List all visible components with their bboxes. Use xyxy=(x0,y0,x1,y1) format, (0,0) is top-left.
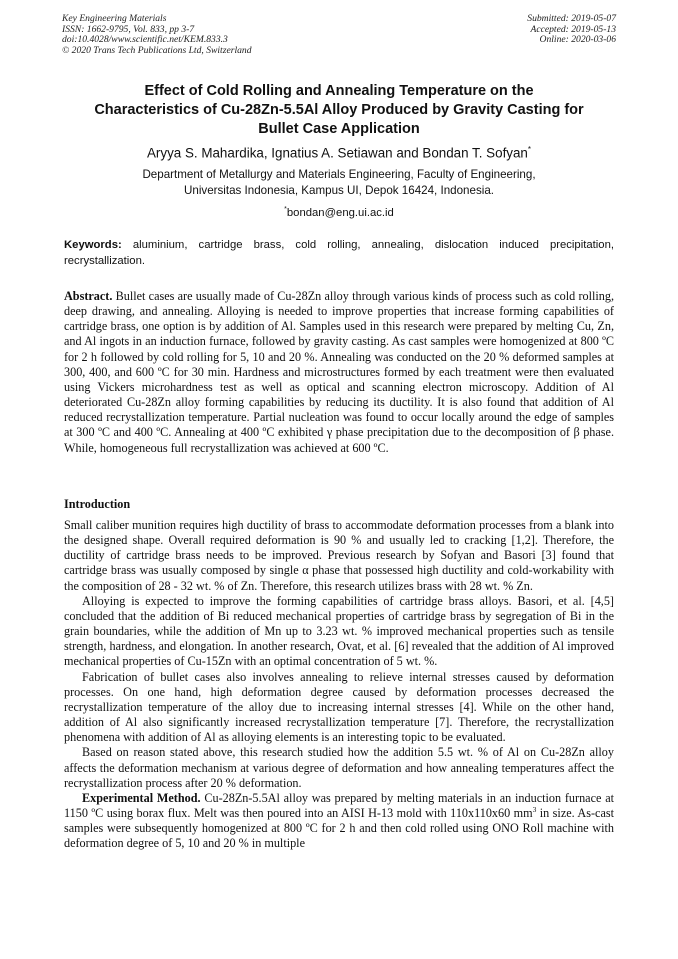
corresponding-mark: * xyxy=(527,145,531,154)
affiliation-line: Department of Metallurgy and Materials Engineering, Faculty of Engineering, xyxy=(142,168,536,181)
experimental-text-continued: in size. As-cast samples were subsequently homogenized at 800 ºC for 2 h and then cold rolled using ONO Roll machine with deformation degree of 5, 10 and 20 % in multiple xyxy=(64,805,614,851)
accepted-date: Accepted: 2019-05-13 xyxy=(530,23,616,35)
copyright-line: © 2020 Trans Tech Publications Ltd, Switzerland xyxy=(62,44,252,56)
experimental-text: Cu-28Zn-5.5Al alloy was prepared by melting materials in an induction furnace at 1150 ºC using borax flux. Melt was then poured into an AISI H-13 mold with 110x110x60 mm xyxy=(64,790,614,820)
doi-line: doi:10.4028/www.scientific.net/KEM.833.3 xyxy=(62,34,228,46)
intro-paragraph: Alloying is expected to improve the forming capabilities of cartridge brass alloys. Basori, et al. [4,5] concluded that the addition of Bi reduced mechanical properties of cartridge brass by segregation of Bi in the grain boundaries, while the addition of Mn up to 3.23 wt. % improved mechanical properties such as tensile strength, hardness, and elongation. In another research, Ovat, et al. [6] revealed that the addition of Al improved mechanical properties of Cu-15Zn with an optimal concentration of 5 wt. %. xyxy=(64,593,614,669)
title-line: Bullet Case Application xyxy=(258,121,420,137)
online-date: Online: 2020-03-06 xyxy=(539,34,616,46)
title-line: Effect of Cold Rolling and Annealing Temperature on the xyxy=(144,83,534,99)
introduction-body xyxy=(64,518,614,851)
email-address: bondan@eng.ui.ac.id xyxy=(286,206,394,219)
paper-title xyxy=(50,82,628,139)
submission-dates xyxy=(527,14,616,46)
author-list xyxy=(40,145,638,160)
intro-paragraph: Small caliber munition requires high ductility of brass to accommodate deformation processes from a blank into the designed shape. Overall required deformation is 90 % and usually led to cracking [1,2]. Therefore, the ductility of cartridge brass needs to be improved. Previous research by Sofyan and Basori [3] found that cartridge brass was usually composed by single α phase that possessed high ductility and cold-workability with the composition of 28 - 32 wt. % of Zn. Therefore, this research utilizes brass with 28 wt. % Zn. xyxy=(64,518,614,593)
experimental-paragraph xyxy=(64,791,614,852)
abstract-paragraph xyxy=(64,289,614,456)
experimental-label: Experimental Method. xyxy=(82,790,201,805)
title-line: Characteristics of Cu-28Zn-5.5Al Alloy Produced by Gravity Casting for xyxy=(94,102,584,118)
abstract-label: Abstract. xyxy=(64,289,113,303)
affiliation xyxy=(40,167,638,198)
abstract-text: Bullet cases are usually made of Cu-28Zn alloy through various kinds of process such as cold rolling, deep drawing, and annealing. Alloying is needed to improve properties that increase forming capabilities of cartridge brass, one option is by addition of Al. Samples used in this research were prepared by melting Cu, Zn, and Al ingots in an induction furnace, followed by gravity casting. As cast samples were homogenized at 800 ºC for 2 h followed by cold rolling for 5, 10 and 20 %. Annealing was conducted on the 20 % deformed samples at 300, 400, and 600 ºC for 30 min. Hardness and microstructures formed by each treatment were then evaluated using Vickers microhardness test as well as optical and scanning electron microscopy. Addition of Al deteriorated Cu-28Zn alloy forming capabilities by reducing its ductility. It is also found that addition of Al reduced recrystallization temperature. Partial nucleation was found to occur locally around the edge of samples at 300 ºC and 400 ºC. Annealing at 400 ºC exhibited γ phase precipitation due to the decomposition of β phase. While, homogeneous full recrystallization was achieved at 600 ºC. xyxy=(64,289,614,455)
keywords-paragraph xyxy=(64,238,614,269)
submitted-date: Submitted: 2019-05-07 xyxy=(527,13,616,24)
issn-line: ISSN: 1662-9795, Vol. 833, pp 3-7 xyxy=(62,23,195,35)
author-names: Aryya S. Mahardika, Ignatius A. Setiawan and Bondan T. Sofyan xyxy=(147,145,528,161)
intro-paragraph: Fabrication of bullet cases also involves annealing to relieve internal stresses caused by deformation processes. On one hand, high deformation degree caused by deformation processes decreased the recrystallization temperature of the alloy due to increasing internal stresses [4]. While on the other hand, addition of Al also significantly increased recrystallization temperature [7]. Therefore, the recrystallization phenomena with addition of Al as alloying elements is an interesting topic to be evaluated. xyxy=(64,669,614,745)
email-mark: * xyxy=(284,206,287,213)
keywords-text: aluminium, cartridge brass, cold rolling, annealing, dislocation induced precipitation, recrystallization. xyxy=(64,239,614,267)
introduction-heading: Introduction xyxy=(64,497,131,511)
intro-paragraph: Based on reason stated above, this research studied how the addition 5.5 wt. % of Al on Cu-28Zn alloy affects the deformation mechanism at various degree of deformation and how annealing temperatures affect the recrystallization process after 20 % deformation. xyxy=(64,745,614,790)
keywords-label: Keywords: xyxy=(64,239,122,251)
cubic-superscript: 3 xyxy=(532,804,537,814)
affiliation-line: Universitas Indonesia, Kampus UI, Depok 16424, Indonesia. xyxy=(184,183,494,197)
journal-info xyxy=(62,14,252,56)
contact-email xyxy=(40,206,638,219)
journal-name: Key Engineering Materials xyxy=(62,13,167,24)
